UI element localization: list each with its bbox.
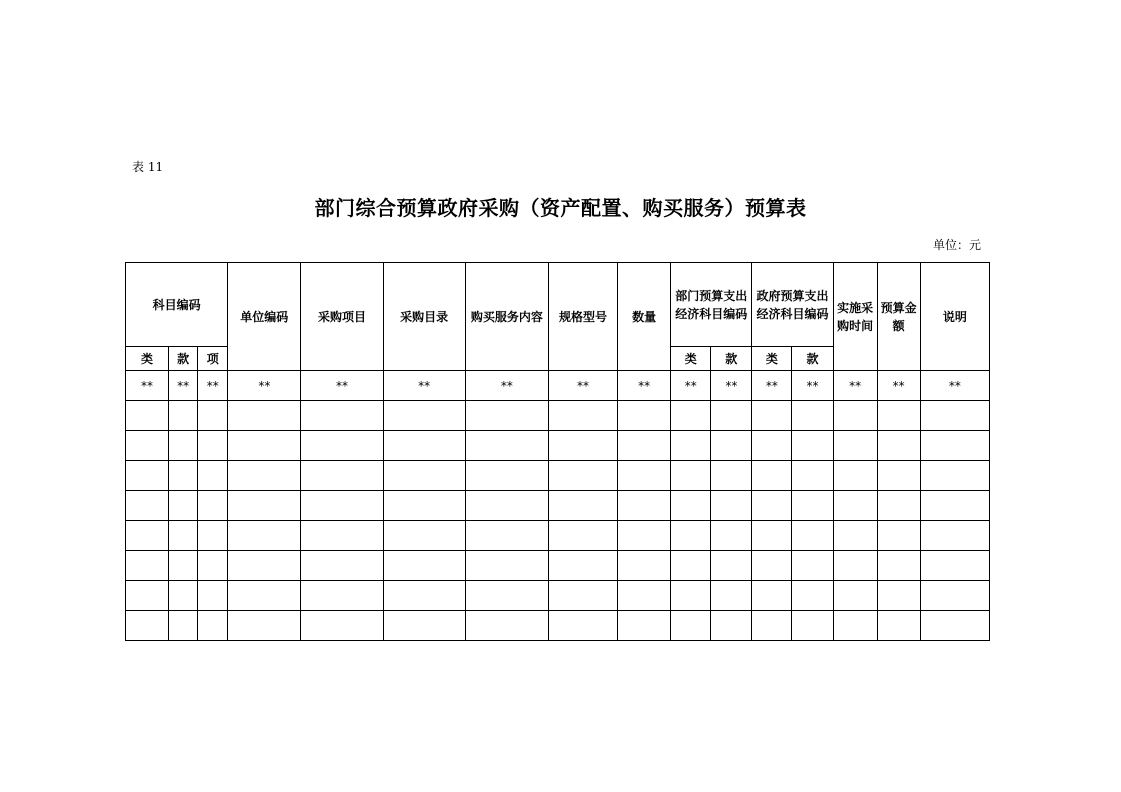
table-row bbox=[126, 461, 990, 491]
table-cell bbox=[711, 461, 752, 491]
table-cell bbox=[301, 581, 383, 611]
table-cell bbox=[752, 551, 792, 581]
table-cell bbox=[126, 611, 169, 641]
page-title: 部门综合预算政府采购（资产配置、购买服务）预算表 bbox=[314, 196, 807, 220]
table-cell bbox=[752, 611, 792, 641]
table-cell bbox=[301, 521, 383, 551]
table-cell bbox=[465, 461, 548, 491]
header-implementation-time: 实施采购时间 bbox=[833, 263, 877, 371]
table-row-marker bbox=[126, 371, 990, 401]
table-cell bbox=[792, 551, 833, 581]
table-cell bbox=[198, 401, 228, 431]
table-cell bbox=[833, 461, 877, 491]
table-cell bbox=[126, 461, 169, 491]
table-cell bbox=[618, 551, 671, 581]
table-cell bbox=[198, 611, 228, 641]
table-cell: ** bbox=[833, 371, 877, 401]
table-cell bbox=[465, 581, 548, 611]
table-cell bbox=[465, 611, 548, 641]
table-cell bbox=[671, 581, 711, 611]
table-row bbox=[126, 551, 990, 581]
table-cell bbox=[548, 551, 617, 581]
table-cell bbox=[877, 551, 920, 581]
table-cell bbox=[228, 401, 301, 431]
table-cell: ** bbox=[198, 371, 228, 401]
table-cell bbox=[548, 401, 617, 431]
table-cell bbox=[301, 611, 383, 641]
table-cell bbox=[169, 581, 198, 611]
table-cell bbox=[169, 521, 198, 551]
table-cell bbox=[228, 611, 301, 641]
table-cell bbox=[792, 521, 833, 551]
table-cell bbox=[920, 401, 989, 431]
table-cell bbox=[920, 431, 989, 461]
table-cell bbox=[126, 491, 169, 521]
table-cell bbox=[548, 461, 617, 491]
table-cell bbox=[465, 551, 548, 581]
table-cell bbox=[711, 521, 752, 551]
table-cell bbox=[833, 401, 877, 431]
table-cell bbox=[671, 551, 711, 581]
table-cell bbox=[671, 521, 711, 551]
header-unit-code: 单位编码 bbox=[228, 263, 301, 371]
table-cell bbox=[228, 521, 301, 551]
table-cell bbox=[877, 581, 920, 611]
table-cell bbox=[752, 401, 792, 431]
table-cell bbox=[618, 461, 671, 491]
table-cell bbox=[711, 431, 752, 461]
table-cell bbox=[383, 581, 465, 611]
header-dept-class: 类 bbox=[671, 347, 711, 371]
table-cell bbox=[833, 551, 877, 581]
table-cell bbox=[198, 581, 228, 611]
table-cell bbox=[711, 611, 752, 641]
table-cell bbox=[301, 401, 383, 431]
table-cell bbox=[618, 401, 671, 431]
unit-note: 单位：元 bbox=[932, 238, 981, 252]
header-spec-model: 规格型号 bbox=[548, 263, 617, 371]
table-cell bbox=[711, 581, 752, 611]
table-cell bbox=[877, 611, 920, 641]
table-cell bbox=[465, 431, 548, 461]
table-cell bbox=[301, 431, 383, 461]
header-dept-section: 款 bbox=[711, 347, 752, 371]
table-cell bbox=[833, 611, 877, 641]
table-cell bbox=[198, 551, 228, 581]
table-number: 表 11 bbox=[132, 160, 164, 174]
table-cell bbox=[752, 521, 792, 551]
table-cell bbox=[671, 491, 711, 521]
table-cell bbox=[383, 401, 465, 431]
table-cell bbox=[383, 461, 465, 491]
table-row bbox=[126, 491, 990, 521]
table-cell bbox=[752, 431, 792, 461]
budget-table bbox=[125, 262, 990, 641]
table-cell bbox=[711, 401, 752, 431]
header-row-top bbox=[126, 263, 990, 347]
table-row bbox=[126, 611, 990, 641]
table-cell bbox=[752, 491, 792, 521]
table-cell bbox=[126, 581, 169, 611]
table-cell bbox=[671, 461, 711, 491]
table-cell bbox=[877, 401, 920, 431]
table-cell bbox=[228, 551, 301, 581]
table-cell bbox=[548, 491, 617, 521]
table-cell bbox=[383, 491, 465, 521]
header-purchase-service-content: 购买服务内容 bbox=[465, 263, 548, 371]
table-cell bbox=[792, 611, 833, 641]
header-subject-class: 类 bbox=[126, 347, 169, 371]
table-cell: ** bbox=[126, 371, 169, 401]
table-cell bbox=[169, 551, 198, 581]
table-cell bbox=[383, 551, 465, 581]
table-cell: ** bbox=[792, 371, 833, 401]
table-cell bbox=[548, 581, 617, 611]
table-cell bbox=[169, 401, 198, 431]
header-subject-section: 款 bbox=[169, 347, 198, 371]
table-cell bbox=[548, 611, 617, 641]
header-gov-budget-econ-code: 政府预算支出经济科目编码 bbox=[752, 263, 833, 347]
table-cell bbox=[671, 431, 711, 461]
table-cell bbox=[833, 521, 877, 551]
table-cell bbox=[792, 461, 833, 491]
table-cell bbox=[126, 401, 169, 431]
table-cell: ** bbox=[618, 371, 671, 401]
table-cell: ** bbox=[465, 371, 548, 401]
table-cell bbox=[198, 431, 228, 461]
table-cell bbox=[792, 401, 833, 431]
table-cell bbox=[383, 611, 465, 641]
table-cell: ** bbox=[711, 371, 752, 401]
table-cell: ** bbox=[548, 371, 617, 401]
table-cell bbox=[169, 611, 198, 641]
table-cell: ** bbox=[877, 371, 920, 401]
table-cell bbox=[920, 581, 989, 611]
header-dept-budget-econ-code: 部门预算支出经济科目编码 bbox=[671, 263, 752, 347]
table-cell bbox=[920, 521, 989, 551]
header-gov-class: 类 bbox=[752, 347, 792, 371]
table-cell bbox=[301, 551, 383, 581]
table-cell bbox=[792, 581, 833, 611]
table-cell bbox=[833, 491, 877, 521]
table-cell: ** bbox=[228, 371, 301, 401]
table-cell bbox=[618, 611, 671, 641]
table-cell bbox=[548, 521, 617, 551]
table-cell bbox=[198, 461, 228, 491]
table-cell bbox=[711, 551, 752, 581]
table-cell bbox=[301, 491, 383, 521]
header-gov-section: 款 bbox=[792, 347, 833, 371]
table-cell bbox=[465, 521, 548, 551]
table-cell bbox=[126, 521, 169, 551]
table-cell bbox=[126, 431, 169, 461]
header-subject-item: 项 bbox=[198, 347, 228, 371]
table-cell bbox=[383, 431, 465, 461]
table-cell bbox=[465, 491, 548, 521]
table-cell bbox=[877, 521, 920, 551]
table-cell: ** bbox=[383, 371, 465, 401]
table-row bbox=[126, 401, 990, 431]
table-row bbox=[126, 521, 990, 551]
table-cell bbox=[671, 401, 711, 431]
header-subject-code: 科目编码 bbox=[126, 263, 228, 347]
table-cell bbox=[920, 461, 989, 491]
table-cell bbox=[169, 461, 198, 491]
table-cell bbox=[169, 491, 198, 521]
table-cell bbox=[383, 521, 465, 551]
table-cell bbox=[228, 581, 301, 611]
table-cell: ** bbox=[671, 371, 711, 401]
header-remarks: 说明 bbox=[920, 263, 989, 371]
table-cell bbox=[833, 581, 877, 611]
table-cell bbox=[465, 401, 548, 431]
table-cell: ** bbox=[752, 371, 792, 401]
table-cell: ** bbox=[169, 371, 198, 401]
table-cell bbox=[618, 431, 671, 461]
table-cell bbox=[877, 491, 920, 521]
table-cell bbox=[792, 431, 833, 461]
table-cell bbox=[833, 431, 877, 461]
header-procurement-project: 采购项目 bbox=[301, 263, 383, 371]
table-cell bbox=[752, 461, 792, 491]
table-cell bbox=[198, 521, 228, 551]
table-cell bbox=[228, 431, 301, 461]
table-cell: ** bbox=[920, 371, 989, 401]
table-row bbox=[126, 431, 990, 461]
table-row bbox=[126, 581, 990, 611]
table-cell bbox=[618, 491, 671, 521]
table-cell bbox=[169, 431, 198, 461]
table-cell bbox=[877, 431, 920, 461]
table-cell bbox=[228, 461, 301, 491]
table-cell bbox=[920, 551, 989, 581]
header-budget-amount: 预算金额 bbox=[877, 263, 920, 371]
table-cell bbox=[198, 491, 228, 521]
header-quantity: 数量 bbox=[618, 263, 671, 371]
table-cell bbox=[618, 581, 671, 611]
table-cell bbox=[548, 431, 617, 461]
table-cell bbox=[126, 551, 169, 581]
table-cell bbox=[792, 491, 833, 521]
table-cell bbox=[671, 611, 711, 641]
table-cell bbox=[920, 491, 989, 521]
table-cell bbox=[920, 611, 989, 641]
table-cell: ** bbox=[301, 371, 383, 401]
table-cell bbox=[711, 491, 752, 521]
table-cell bbox=[752, 581, 792, 611]
table-cell bbox=[228, 491, 301, 521]
table-cell bbox=[301, 461, 383, 491]
table-cell bbox=[618, 521, 671, 551]
header-procurement-catalog: 采购目录 bbox=[383, 263, 465, 371]
table-cell bbox=[877, 461, 920, 491]
